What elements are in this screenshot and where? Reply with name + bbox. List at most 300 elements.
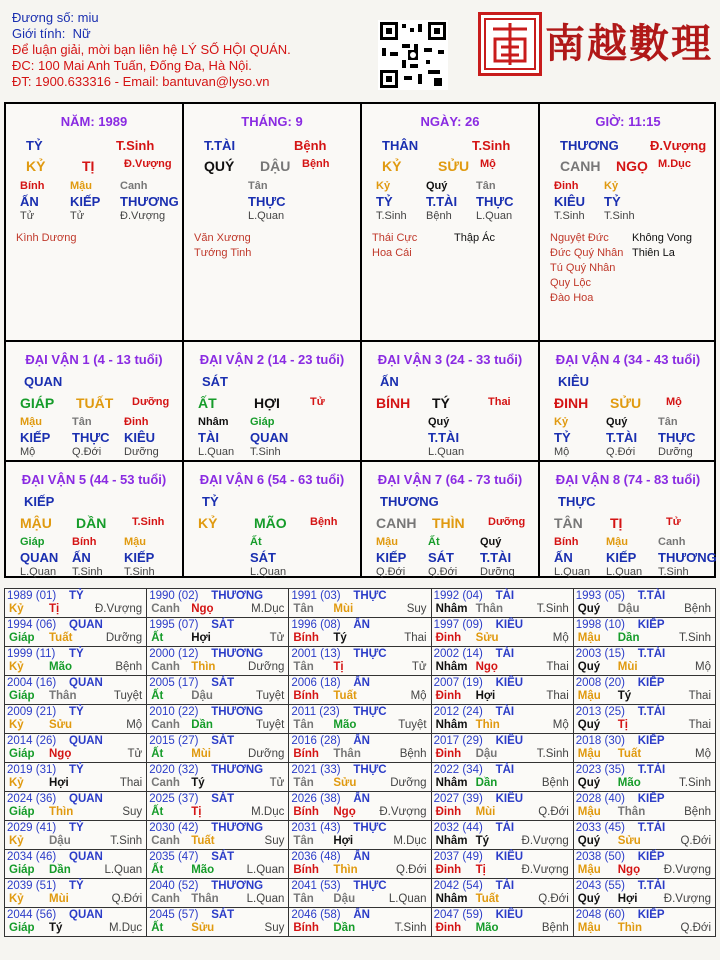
year-cell	[431, 676, 573, 705]
pillar-hidden-stage: Đ.Vượng	[120, 210, 166, 222]
year-label: 2047 (59)	[433, 909, 483, 921]
year-stem: Đinh	[435, 690, 462, 702]
dai-van-title: ĐẠI VẬN 6 (54 - 63 tuổi)	[199, 472, 345, 487]
year-cell	[5, 676, 147, 705]
dai-van-hidden-stem: Bính	[554, 536, 579, 548]
dai-van-chi: SỬU	[610, 395, 642, 411]
table-row	[5, 763, 716, 792]
year-cell	[5, 908, 147, 937]
pillar-hidden-stem: Tân	[476, 180, 496, 192]
seal-stamp-icon	[478, 12, 542, 76]
year-branch: Tý	[617, 690, 632, 702]
year-branch: Thân	[475, 603, 504, 615]
year-cell	[5, 647, 147, 676]
year-branch: Tị	[333, 661, 344, 673]
pillar-title: THÁNG: 9	[241, 114, 303, 129]
dai-van-hidden-god: KIẾP	[606, 550, 637, 565]
year-branch: Ngọ	[191, 603, 214, 615]
dai-van-star: THỰC	[558, 494, 596, 509]
year-branch: Tuất	[191, 835, 215, 847]
pillar-hidden-stage: T.Sinh	[376, 210, 407, 222]
pillar-stage: M.Dục	[658, 158, 691, 170]
year-god: KIẾP	[637, 619, 665, 631]
year-branch: Tuất	[333, 690, 357, 702]
year-stage: Tử	[127, 748, 143, 760]
year-branch: Mùi	[475, 806, 496, 818]
year-god: KIÊU	[495, 735, 524, 747]
year-god: THƯƠNG	[211, 590, 264, 602]
dai-van-star: SÁT	[202, 374, 228, 389]
year-cell	[147, 850, 289, 879]
year-label: 2048 (60)	[575, 909, 625, 921]
year-label: 2013 (25)	[575, 706, 625, 718]
year-stage: Thai	[688, 719, 711, 731]
year-label: 2011 (23)	[291, 706, 340, 718]
year-cell	[431, 734, 573, 763]
dai-van-hidden-stage: L.Quan	[428, 446, 465, 458]
pillar-hidden-stage: L.Quan	[248, 210, 285, 222]
dai-van-hidden-god: KIÊU	[124, 430, 156, 445]
dai-van-hidden-god: QUAN	[20, 550, 59, 565]
dai-van-can: ĐINH	[554, 395, 589, 411]
brand-title: 南越數理	[545, 20, 713, 67]
year-stem: Bính	[293, 864, 319, 876]
dai-van-hidden-stage: L.Quan	[198, 446, 235, 458]
year-label: 2030 (42)	[149, 822, 199, 834]
dai-van-cell	[540, 342, 716, 460]
dai-van-star: KIẾP	[24, 494, 55, 509]
year-label: 1993 (05)	[575, 590, 625, 602]
pillar-title: GIỜ: 11:15	[595, 114, 661, 129]
year-branch: Mão	[617, 777, 641, 789]
year-stem: Tân	[293, 777, 314, 789]
table-row	[5, 908, 716, 937]
dai-van-hidden-stem: Mậu	[20, 416, 42, 428]
dai-van-hidden-stage: L.Quan	[20, 566, 57, 578]
year-god: SÁT	[211, 735, 235, 747]
pillar-hidden-stage: Tử	[70, 210, 85, 222]
pillar-hidden-stem: Mậu	[70, 180, 92, 192]
year-god: KIẾP	[637, 735, 665, 747]
year-cell	[147, 908, 289, 937]
year-branch: Hợi	[191, 632, 211, 644]
year-stem: Tân	[293, 603, 314, 615]
year-label: 2038 (50)	[575, 851, 625, 863]
year-stage: Q.Đới	[396, 864, 427, 876]
year-god: SÁT	[211, 677, 235, 689]
year-stage: Q.Đới	[111, 893, 143, 905]
annual-luck-table	[4, 588, 716, 937]
year-cell	[147, 618, 289, 647]
pillar-hidden-stage: Tử	[20, 210, 35, 222]
year-stage: Mộ	[410, 690, 427, 702]
dai-van-hidden-stage: Dưỡng	[480, 566, 515, 578]
dai-van-title: ĐẠI VẬN 2 (14 - 23 tuổi)	[199, 352, 345, 367]
year-label: 2018 (30)	[575, 735, 625, 747]
table-row	[5, 676, 716, 705]
year-stem: Mậu	[577, 748, 601, 760]
year-cell	[289, 589, 431, 618]
year-label: 2044 (56)	[7, 909, 57, 921]
dai-van-hidden-stage: Dưỡng	[124, 446, 159, 458]
dai-van-chi: TÝ	[432, 395, 450, 411]
year-branch: Sửu	[333, 777, 357, 789]
dai-van-hidden-god: ẤN	[72, 550, 91, 565]
year-branch: Thìn	[191, 661, 216, 673]
dai-van-can: GIÁP	[20, 395, 55, 411]
year-stem: Kỷ	[9, 777, 24, 789]
year-stage: Đ.Vượng	[379, 806, 427, 818]
year-cell	[5, 792, 147, 821]
year-god: THƯƠNG	[211, 822, 264, 834]
dai-van-hidden-stem: Tân	[658, 416, 678, 428]
dai-van-hidden-god: KIẾP	[124, 550, 155, 565]
dai-van-hidden-god: KIẾP	[20, 430, 51, 445]
dai-van-title: ĐẠI VẬN 1 (4 - 13 tuổi)	[25, 352, 163, 367]
table-row	[5, 850, 716, 879]
year-stage: M.Dục	[251, 603, 285, 615]
year-stem: Tân	[293, 661, 314, 673]
year-label: 2021 (33)	[291, 764, 341, 776]
dai-van-can: BÍNH	[376, 395, 411, 411]
pillar-hidden-god: ẤN	[20, 194, 39, 209]
table-row	[5, 618, 716, 647]
year-label: 1996 (08)	[291, 619, 341, 631]
dai-van-star: ẤN	[380, 374, 399, 389]
year-label: 2039 (51)	[7, 880, 57, 892]
year-stage: M.Dục	[108, 922, 143, 934]
year-stage: Mộ	[126, 719, 143, 731]
dai-van-hidden-stem: Ất	[250, 536, 262, 548]
year-stem: Quý	[577, 661, 601, 673]
year-stage: Đ.Vượng	[663, 864, 711, 876]
year-stage: Tử	[269, 777, 285, 789]
dai-van-hidden-god: THỰC	[658, 430, 696, 445]
year-cell	[5, 589, 147, 618]
year-branch: Dần	[49, 864, 71, 876]
year-stem: Nhâm	[435, 777, 468, 789]
year-stem: Nhâm	[435, 835, 468, 847]
dai-van-chi: TUẤT	[76, 395, 114, 411]
dai-van-chi: DẦN	[76, 515, 107, 531]
dai-van-hidden-god: SÁT	[250, 550, 276, 565]
pillar-hidden-god: THƯƠNG	[120, 194, 179, 209]
table-row	[5, 705, 716, 734]
year-stage: Bệnh	[399, 748, 427, 760]
dai-van-hidden-stem: Nhâm	[198, 416, 229, 428]
year-cell	[147, 676, 289, 705]
year-branch: Ngọ	[617, 864, 641, 876]
dai-van-hidden-god: THỰC	[72, 430, 110, 445]
dai-van-can: CANH	[376, 515, 417, 531]
year-god: QUAN	[69, 793, 103, 805]
year-god: SÁT	[211, 793, 235, 805]
year-god: TỶ	[69, 648, 84, 660]
year-god: ẤN	[353, 793, 370, 805]
year-stage: Suy	[264, 835, 285, 847]
year-stage: Đ.Vượng	[521, 864, 569, 876]
year-god: TỶ	[69, 764, 84, 776]
year-branch: Tý	[191, 777, 205, 789]
dai-van-title: ĐẠI VẬN 5 (44 - 53 tuổi)	[21, 472, 167, 487]
year-stem: Canh	[151, 661, 180, 673]
year-stem: Giáp	[9, 864, 35, 876]
year-stem: Canh	[151, 777, 180, 789]
year-stem: Quý	[577, 719, 601, 731]
year-stem: Mậu	[577, 922, 601, 934]
year-god: ẤN	[353, 677, 370, 689]
pillar-hidden-stem: Quý	[426, 180, 448, 192]
year-cell	[573, 589, 715, 618]
dai-van-chi: MÃO	[254, 515, 287, 531]
year-god: TỶ	[69, 590, 84, 602]
year-cell	[5, 821, 147, 850]
dai-van-title: ĐẠI VẬN 4 (34 - 43 tuổi)	[555, 352, 701, 367]
year-stem: Ất	[151, 922, 164, 934]
year-branch: Ngọ	[475, 661, 498, 673]
pillar-can: CANH	[560, 158, 601, 174]
year-branch: Tý	[333, 632, 347, 644]
year-stem: Mậu	[577, 690, 601, 702]
year-god: QUAN	[69, 677, 103, 689]
year-cell	[573, 705, 715, 734]
year-stem: Canh	[151, 893, 180, 905]
year-stage: Đ.Vượng	[94, 603, 143, 615]
year-label: 2015 (27)	[149, 735, 199, 747]
year-god: QUAN	[69, 735, 103, 747]
year-branch: Mão	[475, 922, 499, 934]
dai-van-hidden-stem: Kỷ	[554, 416, 569, 428]
year-branch: Tuất	[617, 748, 642, 760]
year-label: 2041 (53)	[291, 880, 341, 892]
year-cell	[431, 879, 573, 908]
year-stem: Đinh	[435, 632, 462, 644]
year-branch: Mùi	[191, 748, 211, 760]
dai-van-chi: THÌN	[432, 515, 465, 531]
year-label: 2046 (58)	[291, 909, 341, 921]
year-branch: Hợi	[475, 690, 496, 702]
year-label: 1999 (11)	[7, 648, 56, 660]
owner-name: Đương số: miu	[12, 10, 99, 25]
year-stage: Suy	[406, 603, 427, 615]
year-cell	[289, 676, 431, 705]
year-label: 2035 (47)	[149, 851, 199, 863]
year-god: TỶ	[69, 706, 84, 718]
year-stage: T.Sinh	[536, 748, 569, 760]
year-god: TÀI	[495, 590, 515, 602]
year-stem: Kỷ	[9, 719, 24, 731]
year-label: 2017 (29)	[433, 735, 483, 747]
dai-van-stage: Bệnh	[310, 516, 338, 528]
year-god: TỶ	[69, 822, 84, 834]
year-label: 1995 (07)	[149, 619, 199, 631]
year-label: 1994 (06)	[7, 619, 57, 631]
year-stage: Tử	[411, 661, 427, 673]
year-stage: Q.Đới	[680, 835, 711, 847]
year-cell	[431, 705, 573, 734]
year-label: 2042 (54)	[433, 880, 483, 892]
year-stem: Kỷ	[9, 661, 24, 673]
dai-van-stage: Dưỡng	[488, 516, 526, 528]
dai-van-hidden-stage: Mộ	[20, 446, 36, 458]
dai-van-hidden-stem: Bính	[72, 536, 97, 548]
pillar-top-stage: Đ.Vượng	[650, 138, 707, 153]
pillar-hidden-stem: Kỷ	[604, 180, 619, 192]
year-branch: Thìn	[333, 864, 358, 876]
year-stem: Ất	[151, 748, 164, 760]
pillar-top-god: T.TÀI	[204, 138, 236, 153]
year-branch: Sửu	[49, 719, 73, 731]
dai-van-hidden-god: THƯƠNG	[658, 550, 717, 565]
dai-van-hidden-god: QUAN	[250, 430, 289, 445]
year-stage: Bệnh	[541, 777, 569, 789]
year-god: ẤN	[353, 619, 370, 631]
year-god: T.TÀI	[637, 880, 666, 892]
pillar-star: Tướng Tinh	[194, 247, 252, 259]
year-stage: T.Sinh	[536, 603, 569, 615]
year-cell	[431, 792, 573, 821]
year-god: SÁT	[211, 851, 235, 863]
year-label: 2029 (41)	[7, 822, 57, 834]
pillar-star: Quy Lộc	[550, 277, 591, 289]
pillar-hidden-stem: Kỷ	[376, 180, 391, 192]
year-cell	[573, 821, 715, 850]
dai-van-star: TỶ	[202, 494, 219, 509]
year-stem: Đinh	[435, 806, 462, 818]
year-god: THỰC	[353, 706, 387, 718]
dai-van-hidden-stage: L.Quan	[554, 566, 591, 578]
year-god: TỶ	[69, 880, 84, 892]
year-branch: Dần	[333, 922, 356, 934]
year-stage: Bệnh	[541, 922, 569, 934]
pillar-star: Văn Xương	[194, 232, 251, 244]
year-label: 2027 (39)	[433, 793, 483, 805]
year-cell	[147, 792, 289, 821]
year-label: 2014 (26)	[7, 735, 57, 747]
year-god: KIÊU	[495, 851, 524, 863]
dai-van-cell	[184, 462, 360, 580]
year-stem: Ất	[151, 690, 164, 702]
year-god: ẤN	[353, 735, 370, 747]
dai-van-hidden-stage: Q.Đới	[376, 566, 406, 578]
year-cell	[573, 879, 715, 908]
year-branch: Tị	[475, 864, 486, 876]
pillar-top-god: TỶ	[26, 138, 43, 153]
year-stage: Suy	[264, 922, 285, 934]
year-god: T.TÀI	[637, 590, 666, 602]
year-god: QUAN	[69, 851, 103, 863]
year-god: ẤN	[353, 909, 370, 921]
dai-van-stage: Mộ	[666, 396, 682, 408]
pillar-top-stage: T.Sinh	[472, 138, 511, 153]
dai-van-star: KIÊU	[558, 374, 590, 389]
year-cell	[289, 618, 431, 647]
year-god: THƯƠNG	[211, 764, 264, 776]
year-stem: Ất	[151, 864, 164, 876]
year-cell	[147, 589, 289, 618]
pillar-top-stage: T.Sinh	[116, 138, 155, 153]
year-branch: Hợi	[49, 777, 69, 789]
dai-van-hidden-stage: T.Sinh	[124, 566, 155, 578]
year-cell	[289, 647, 431, 676]
year-stem: Nhâm	[435, 893, 468, 905]
year-stage: Suy	[122, 806, 143, 818]
year-label: 2000 (12)	[149, 648, 199, 660]
pillar-star: Thái Cực	[372, 232, 418, 244]
year-stage: T.Sinh	[110, 835, 143, 847]
dai-van-title: ĐẠI VẬN 3 (24 - 33 tuổi)	[377, 352, 523, 367]
year-god: TÀI	[495, 764, 515, 776]
year-stage: Dưỡng	[248, 661, 285, 673]
pillar-star: Hoa Cái	[372, 247, 412, 259]
year-stem: Đinh	[435, 748, 462, 760]
year-god: THỰC	[353, 648, 387, 660]
dai-van-cell	[362, 342, 538, 460]
year-stage: Tuyệt	[113, 690, 143, 702]
year-branch: Thân	[617, 806, 646, 818]
dai-van-hidden-stem: Mậu	[606, 536, 628, 548]
year-cell	[147, 705, 289, 734]
year-stem: Đinh	[435, 922, 462, 934]
year-stage: Bệnh	[684, 806, 711, 818]
year-stem: Bính	[293, 806, 319, 818]
year-label: 2031 (43)	[291, 822, 341, 834]
year-label: 2034 (46)	[7, 851, 57, 863]
year-god: QUAN	[69, 619, 103, 631]
table-row	[5, 792, 716, 821]
year-god: ẤN	[353, 851, 370, 863]
dai-van-hidden-stem: Canh	[658, 536, 686, 548]
year-label: 2005 (17)	[149, 677, 199, 689]
phone-email-line: ĐT: 1900.633316 - Email: bantuvan@lyso.vn	[12, 74, 270, 89]
year-label: 2016 (28)	[291, 735, 341, 747]
dai-van-chi: HỢI	[254, 395, 280, 411]
year-stage: Q.Đới	[680, 922, 711, 934]
year-label: 1998 (10)	[575, 619, 625, 631]
year-stage: Dưỡng	[390, 777, 427, 789]
year-cell	[289, 879, 431, 908]
year-branch: Dậu	[475, 748, 498, 760]
year-label: 2003 (15)	[575, 648, 625, 660]
year-stage: Tuyệt	[256, 719, 285, 731]
dai-van-stage: Tử	[666, 516, 681, 528]
year-branch: Thân	[191, 893, 219, 905]
year-god: SÁT	[211, 909, 235, 921]
pillar-hidden-stem: Tân	[248, 180, 268, 192]
pillar-cell	[540, 104, 716, 340]
year-branch: Hợi	[617, 893, 638, 905]
year-god: KIẾP	[637, 851, 665, 863]
year-god: KIÊU	[495, 677, 524, 689]
year-cell	[573, 763, 715, 792]
year-god: THƯƠNG	[211, 880, 264, 892]
year-label: 1991 (03)	[291, 590, 341, 602]
year-cell	[431, 850, 573, 879]
year-cell	[573, 850, 715, 879]
year-stem: Bính	[293, 690, 319, 702]
year-branch: Thìn	[617, 922, 643, 934]
pillar-cell	[362, 104, 538, 340]
year-cell	[431, 908, 573, 937]
dai-van-hidden-god: T.TÀI	[606, 430, 638, 445]
year-stage: Q.Đới	[538, 893, 569, 905]
year-label: 1997 (09)	[433, 619, 483, 631]
year-stem: Quý	[577, 893, 601, 905]
dai-van-hidden-god: ẤN	[554, 550, 573, 565]
year-cell	[147, 879, 289, 908]
year-cell	[431, 647, 573, 676]
dai-van-hidden-stem: Mậu	[376, 536, 398, 548]
